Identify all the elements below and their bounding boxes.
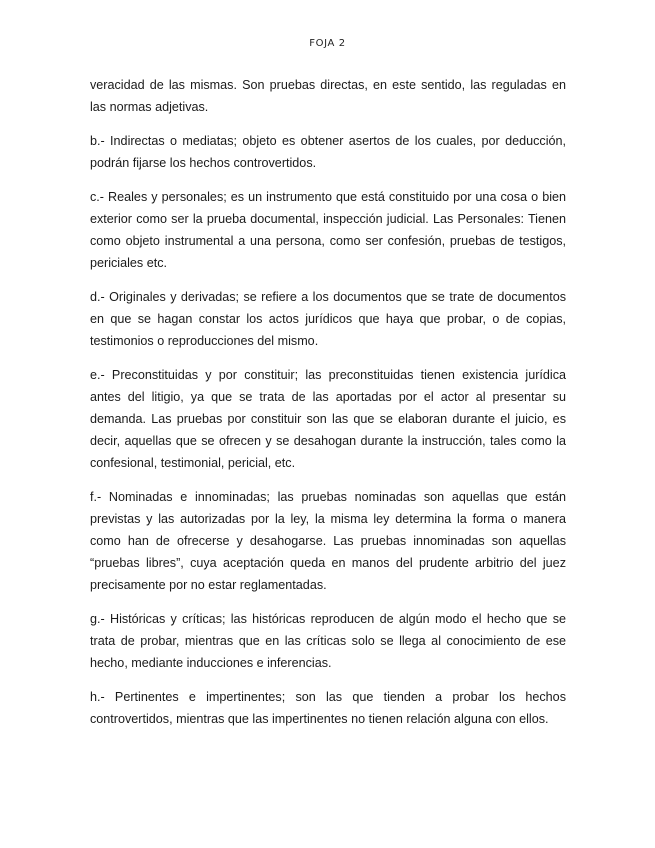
document-body bbox=[90, 74, 566, 742]
paragraph-g: g.- Históricas y críticas; las históricas reproducen de algún modo el hecho que se trata de probar, mientras que en las críticas solo se llega al conocimiento de ese hecho, mediante inducciones e inferencias. bbox=[90, 612, 566, 670]
paragraph-intro: veracidad de las mismas. Son pruebas directas, en este sentido, las reguladas en las normas adjetivas. bbox=[90, 78, 566, 114]
page-header: FOJA 2 bbox=[309, 38, 346, 49]
paragraph-c: c.- Reales y personales; es un instrumento que está constituido por una cosa o bien exterior como ser la prueba documental, inspección judicial. Las Personales: Tienen como objeto instrumental a una persona, como ser confesión, pruebas de testigos, periciales etc. bbox=[90, 190, 566, 270]
paragraph-f: f.- Nominadas e innominadas; las pruebas nominadas son aquellas que están previstas y las autorizadas por la ley, la misma ley determina la forma o manera como han de ofrecerse y desahogarse. Las pruebas innominadas son aquellas “pruebas libres”, cuya aceptación queda en manos del prudente arbitrio del juez precisamente por no estar reglamentadas. bbox=[90, 490, 566, 592]
paragraph-h: h.- Pertinentes e impertinentes; son las que tienden a probar los hechos controvertidos, mientras que las impertinentes no tienen relación alguna con ellos. bbox=[90, 690, 566, 726]
paragraph-b: b.- Indirectas o mediatas; objeto es obtener asertos de los cuales, por deducción, podrán fijarse los hechos controvertidos. bbox=[90, 134, 566, 170]
paragraph-d: d.- Originales y derivadas; se refiere a los documentos que se trate de documentos en que se hagan constar los actos jurídicos que haya que probar, o de copias, testimonios o reproducciones del mismo. bbox=[90, 290, 566, 348]
paragraph-e: e.- Preconstituidas y por constituir; las preconstituidas tienen existencia jurídica antes del litigio, ya que se trata de las aportadas por el actor al presentar su demanda. Las pruebas por constituir son las que se elaboran durante el juicio, es decir, aquellas que se ofrecen y se desahogan durante la instrucción, tales como la confesional, testimonial, pericial, etc. bbox=[90, 368, 566, 470]
